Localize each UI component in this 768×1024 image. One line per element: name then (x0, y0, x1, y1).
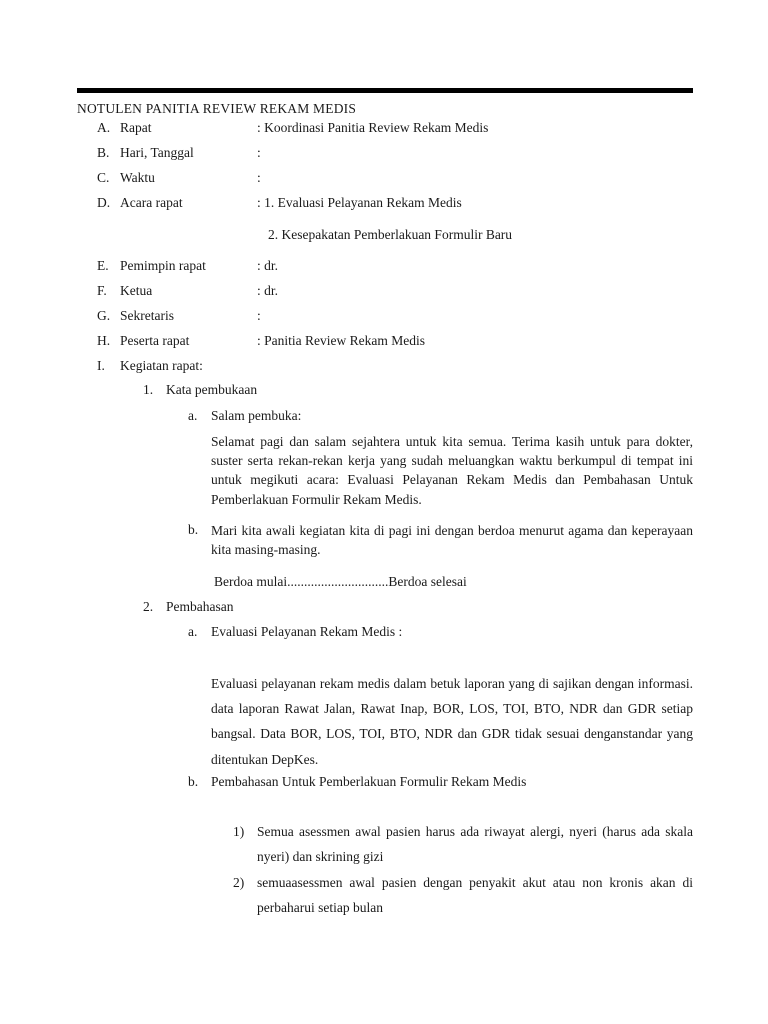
row-label: Peserta rapat (120, 333, 190, 348)
section-number: 2. (143, 599, 154, 614)
row-value: : Koordinasi Panitia Review Rekam Medis (257, 120, 489, 135)
row-label: Sekretaris (120, 308, 174, 323)
subitem-letter: b. (188, 522, 199, 537)
row-value: : dr. (257, 258, 279, 273)
row-label: Hari, Tanggal (120, 145, 194, 160)
subitem-letter: b. (188, 774, 199, 789)
subitem-title: Evaluasi Pelayanan Rekam Medis : (211, 624, 403, 639)
section-title: Kata pembukaan (166, 382, 258, 397)
subitem-letter: a. (188, 624, 198, 639)
acara-item-2: 2. Kesepakatan Pemberlakuan Formulir Baru (268, 227, 513, 242)
document-title: NOTULEN PANITIA REVIEW REKAM MEDIS (77, 101, 357, 116)
row-label: Acara rapat (120, 195, 183, 210)
row-label: Rapat (120, 120, 152, 135)
row-value: : (257, 145, 261, 160)
list-number: 1) (233, 824, 245, 839)
top-rule (77, 88, 693, 93)
row-value: : Panitia Review Rekam Medis (257, 333, 425, 348)
row-letter: C. (97, 170, 110, 185)
subitem-letter: a. (188, 408, 198, 423)
row-value: : (257, 308, 261, 323)
evaluation-paragraph: Evaluasi pelayanan rekam medis dalam betuk laporan yang di sajikan dengan informasi. data laporan Rawat Jalan, Rawat Inap, BOR, LOS, TOI, BTO, NDR dan GDR setiap bangsal. Data BOR, LOS, TOI, BTO, NDR dan GDR tidak sesuai denganstandar yang ditentukan DepKes. (211, 676, 693, 767)
row-label: Waktu (120, 170, 155, 185)
row-letter: E. (97, 258, 109, 273)
row-label: Pemimpin rapat (120, 258, 206, 273)
row-value: : (257, 170, 261, 185)
section-number: 1. (143, 382, 154, 397)
list-item: semuaasessmen awal pasien dengan penyakit akut atau non kronis akan di perbaharui setiap bulan (257, 875, 693, 916)
row-letter: A. (97, 120, 111, 135)
row-label: Ketua (120, 283, 153, 298)
opening-paragraph: Selamat pagi dan salam sejahtera untuk kita semua. Terima kasih untuk para dokter, suster serta rekan-rekan kerja yang sudah meluangkan waktu berkumpul di tempat ini untuk megikuti acara: Evaluasi Pelayanan Rekam Medis dan Pembahasan Untuk Pemberlakuan Formulir Rekam Medis. (211, 434, 693, 507)
list-item: Semua asessmen awal pasien harus ada riwayat alergi, nyeri (harus ada skala nyeri) dan skrining gizi (257, 824, 693, 865)
section-title: Pembahasan (166, 599, 234, 614)
row-letter: D. (97, 195, 111, 210)
row-letter: B. (97, 145, 110, 160)
row-letter: I. (97, 358, 105, 373)
list-number: 2) (233, 875, 245, 890)
subitem-title: Pembahasan Untuk Pemberlakuan Formulir Rekam Medis (211, 774, 527, 789)
row-value: : 1. Evaluasi Pelayanan Rekam Medis (257, 195, 462, 210)
row-value: : dr. (257, 283, 279, 298)
prayer-line: Berdoa mulai..............................Berdoa selesai (214, 574, 467, 589)
row-letter: H. (97, 333, 111, 348)
subitem-title: Salam pembuka: (211, 408, 302, 423)
row-label: Kegiatan rapat: (120, 358, 203, 373)
row-letter: F. (97, 283, 107, 298)
prayer-paragraph: Mari kita awali kegiatan kita di pagi ini dengan berdoa menurut agama dan keperayaan kita masing-masing. (211, 523, 693, 558)
row-letter: G. (97, 308, 111, 323)
